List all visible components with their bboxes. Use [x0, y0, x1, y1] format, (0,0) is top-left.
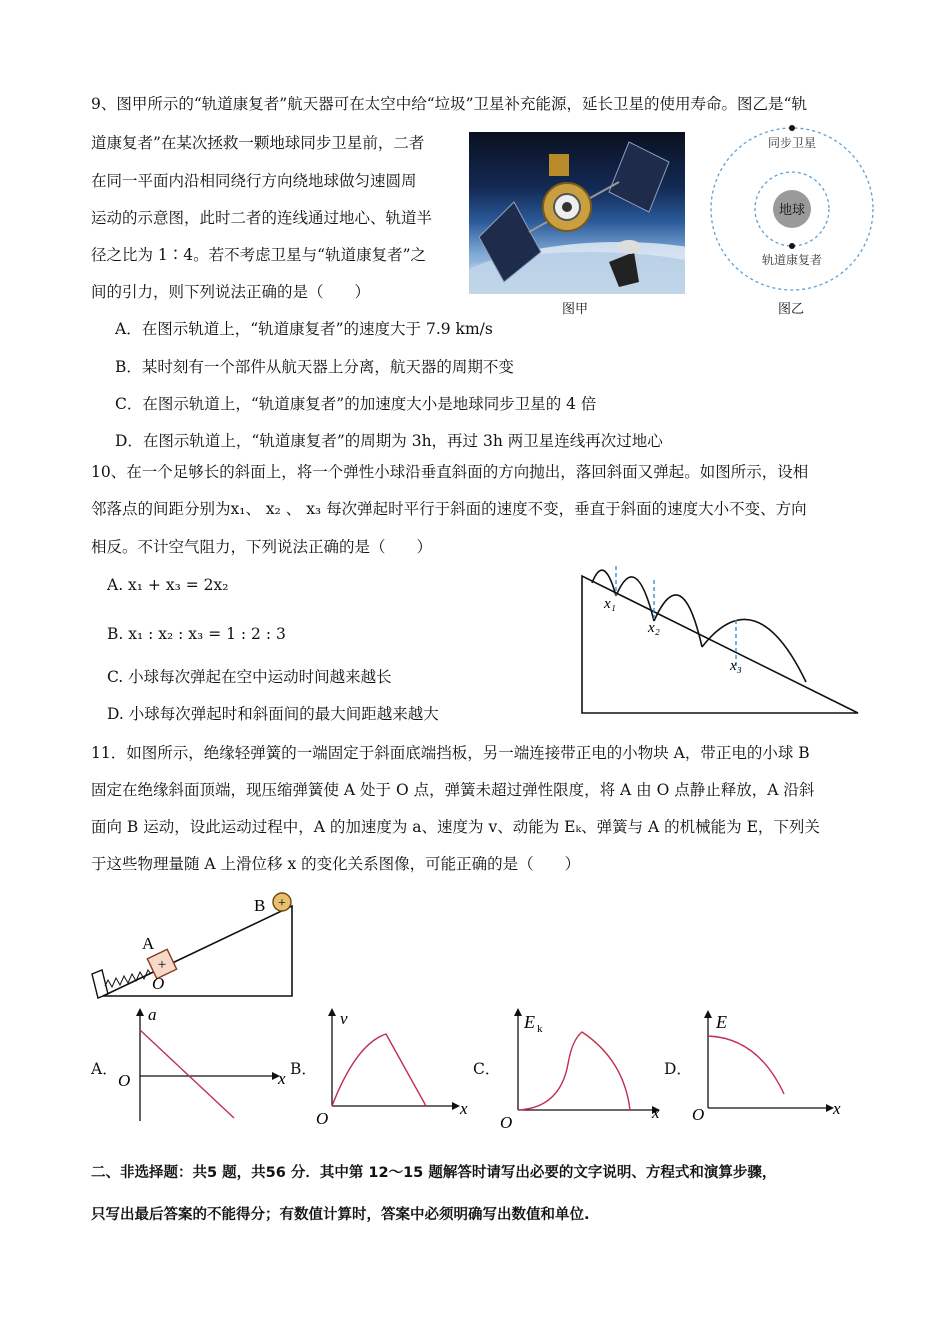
ball-b-plus: + [278, 896, 286, 911]
q9-stem-line-6: 间的引力，则下列说法正确的是（ ） [91, 283, 371, 301]
graph-c-y-sub: k [537, 1023, 543, 1035]
section2-line-1: 二、非选择题：共5 题，共56 分．其中第 12～15 题解答时请写出必要的文字说明、方程式和演算步骤， [91, 1165, 777, 1181]
spring-incline-diagram [88, 886, 308, 1006]
graph-b-curve [332, 1034, 426, 1106]
graph-c-origin: O [500, 1113, 513, 1129]
block-a-plus: + [157, 957, 167, 973]
q9-stem-line-1: 9、图甲所示的“轨道康复者”航天器可在太空中给“垃圾”卫星补充能源，延长卫星的使用寿命。图乙是“轨 [91, 95, 807, 113]
graph-a [112, 1006, 292, 1126]
q9-stem-line-4: 运动的示意图，此时二者的连线通过地心、轨道半 [91, 209, 433, 227]
graph-c-y-arrow [514, 1008, 522, 1016]
graph-b [312, 1006, 472, 1126]
graph-b-y-label: v [340, 1009, 348, 1028]
graph-d-option: D． [664, 1060, 692, 1078]
fig-b-caption: 图乙 [778, 302, 805, 317]
q10-stem-line-2: 邻落点的间距分别为x₁、 x₂ 、 x₃ 每次弹起时平行于斜面的速度不变，垂直于斜面的速度大小不变、方向 [91, 500, 807, 518]
graph-b-origin: O [316, 1109, 329, 1126]
q9-stem-line-5: 径之比为 1∶4。若不考虑卫星与“轨道康复者”之 [91, 246, 426, 264]
q10-stem-line-3: 相反。不计空气阻力，下列说法正确的是（ ） [91, 538, 433, 556]
incline [103, 906, 292, 996]
graph-c-y-label: E [524, 1012, 535, 1032]
graph-a-y-arrow [136, 1008, 144, 1016]
q9-option-b: B．某时刻有一个部件从航天器上分离，航天器的周期不变 [115, 358, 514, 376]
q10-option-c: C. 小球每次弹起在空中运动时间越来越长 [107, 668, 392, 686]
graph-a-curve [140, 1030, 234, 1118]
incline [582, 576, 858, 713]
graph-a-y-label: a [148, 1006, 157, 1024]
q9-stem-line-3: 在同一平面内沿相同绕行方向绕地球做匀速圆周 [91, 172, 417, 190]
section2-line-2: 只写出最后答案的不能得分；有数值计算时，答案中必须明确写出数值和单位. [91, 1207, 590, 1223]
sync-satellite-dot [789, 125, 795, 131]
q11-stem-line-1: 11．如图所示，绝缘轻弹簧的一端固定于斜面底端挡板，另一端连接带正电的小物块 A，带正电的小球 B [91, 744, 810, 762]
q9-option-d: D．在图示轨道上，“轨道康复者”的周期为 3h，再过 3h 两卫星连线再次过地心 [115, 432, 663, 450]
fig-a-caption: 图甲 [562, 302, 589, 317]
earth-label: 地球 [778, 202, 806, 217]
incline-bounce-diagram [578, 558, 863, 718]
graph-d-y-arrow [704, 1010, 712, 1018]
graph-d-x-label: x [833, 1099, 841, 1118]
graph-d-y-label: E [716, 1012, 727, 1032]
graph-a-x-label: x [278, 1069, 286, 1088]
q10-option-b: B. x₁ : x₂ : x₃ = 1 : 2 : 3 [107, 625, 286, 643]
graph-a-origin: O [118, 1071, 131, 1090]
label-o: O [152, 974, 165, 993]
graph-b-x-label: x [460, 1099, 468, 1118]
sync-label: 同步卫星 [767, 136, 817, 150]
graph-d-origin: O [692, 1105, 705, 1123]
graph-d-curve [708, 1036, 784, 1094]
graph-c-x-label: x [652, 1103, 660, 1122]
restorer-dot [789, 243, 795, 249]
bounce-arc-3 [702, 619, 806, 682]
q9-stem-line-2: 道康复者”在某次拯救一颗地球同步卫星前，二者 [91, 134, 425, 152]
q10-stem-line-1: 10、在一个足够长的斜面上，将一个弹性小球沿垂直斜面的方向抛出，落回斜面又弹起。如图所示，设相 [91, 463, 809, 481]
graph-b-y-arrow [328, 1008, 336, 1016]
bounce-arc-2 [654, 595, 702, 647]
label-b: B [254, 896, 266, 915]
graph-c-option: C． [473, 1060, 501, 1078]
restorer-label: 轨道康复者 [761, 253, 823, 267]
spacecraft-photo [469, 132, 685, 294]
graph-b-x-arrow [452, 1102, 460, 1110]
q11-stem-line-2: 固定在绝缘斜面顶端，现压缩弹簧使 A 处于 O 点，弹簧未超过弹性限度，将 A 由 O 点静止释放，A 沿斜 [91, 781, 815, 799]
q9-option-c: C．在图示轨道上，“轨道康复者”的加速度大小是地球同步卫星的 4 倍 [115, 395, 597, 413]
bounce-arc-1 [616, 577, 654, 621]
q9-option-a: A．在图示轨道上，“轨道康复者”的速度大于 7.9 km/s [115, 320, 493, 338]
q10-option-a: A. x₁ + x₃ = 2x₂ [107, 576, 229, 594]
spacecraft-illustration [469, 132, 685, 294]
x1-label: x₁ [604, 596, 616, 612]
x2-label: x₂ [648, 620, 660, 636]
graph-b-option: B． [290, 1060, 317, 1078]
q10-option-d: D. 小球每次弹起时和斜面间的最大间距越来越大 [107, 705, 439, 723]
x3-label: x₃ [730, 658, 742, 674]
q11-stem-line-3: 面向 B 运动，设此运动过程中，A 的加速度为 a、速度为 v、动能为 Eₖ、弹簧与 A 的机械能为 E，下列关 [91, 818, 820, 836]
orbit-diagram [702, 118, 882, 303]
graph-c-curve [518, 1032, 630, 1110]
q11-stem-line-4: 于这些物理量随 A 上滑位移 x 的变化关系图像，可能正确的是（ ） [91, 855, 581, 873]
graph-d [688, 1008, 853, 1123]
graph-a-option: A． [91, 1060, 118, 1078]
graph-c [500, 1004, 675, 1129]
label-a: A [142, 934, 155, 953]
